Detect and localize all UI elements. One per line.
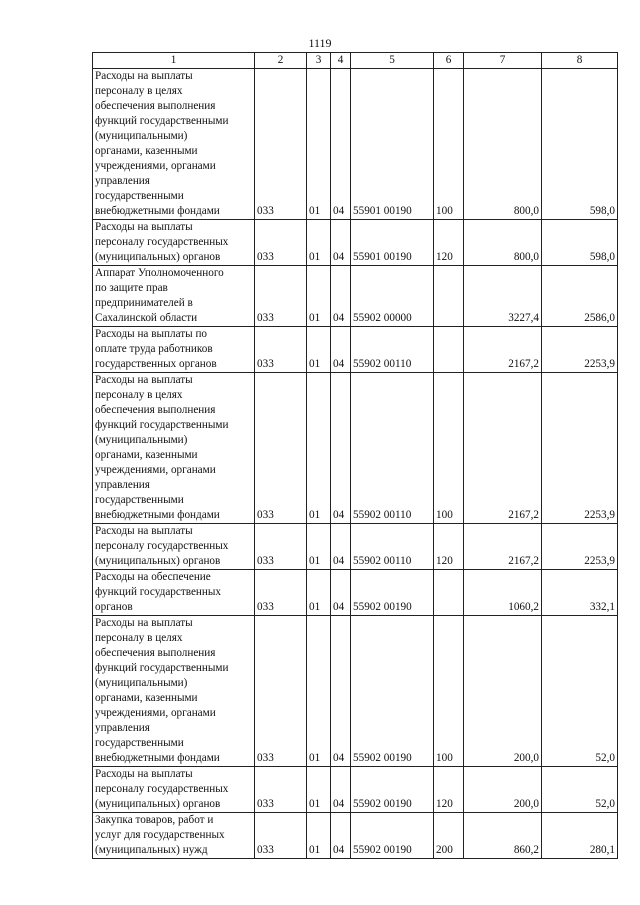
expense-name-line: персоналу государственных bbox=[95, 540, 229, 552]
target-article-code: 55901 00190 bbox=[351, 69, 434, 220]
table-row bbox=[93, 767, 618, 813]
amount-year-2: 2253,9 bbox=[542, 373, 618, 524]
expense-name-line: функций государственных bbox=[95, 586, 222, 598]
subsection-code: 04 bbox=[331, 767, 351, 813]
expense-name-line: персоналу в целях bbox=[95, 85, 183, 97]
expense-name-line: органами, казенными bbox=[95, 145, 198, 157]
expense-name-line: (муниципальных) органов bbox=[95, 251, 221, 263]
expense-name-line: функций государственными bbox=[95, 662, 229, 674]
expense-name-line: по защите прав bbox=[95, 282, 168, 294]
amount-year-2: 598,0 bbox=[542, 69, 618, 220]
expense-name-line: (муниципальных) органов bbox=[95, 555, 221, 567]
expense-name-line: персоналу в целях bbox=[95, 632, 183, 644]
header-cell: 4 bbox=[331, 53, 351, 69]
expense-name-line: внебюджетными фондами bbox=[95, 752, 220, 764]
expense-name-line: Расходы на выплаты bbox=[95, 70, 193, 82]
ministry-code: 033 bbox=[255, 373, 307, 524]
expense-name-line: государственными bbox=[95, 737, 184, 749]
expense-name-cell bbox=[93, 327, 255, 373]
amount-year-2: 332,1 bbox=[542, 570, 618, 616]
ministry-code: 033 bbox=[255, 327, 307, 373]
target-article-code: 55902 00190 bbox=[351, 813, 434, 859]
amount-year-1: 2167,2 bbox=[464, 327, 542, 373]
amount-year-2: 52,0 bbox=[542, 767, 618, 813]
expense-name-cell bbox=[93, 220, 255, 266]
ministry-code: 033 bbox=[255, 570, 307, 616]
section-code: 01 bbox=[307, 767, 331, 813]
section-code: 01 bbox=[307, 524, 331, 570]
expense-name-line: обеспечения выполнения bbox=[95, 404, 216, 416]
header-cell: 8 bbox=[542, 53, 618, 69]
ministry-code: 033 bbox=[255, 767, 307, 813]
expense-type-code bbox=[434, 327, 464, 373]
subsection-code: 04 bbox=[331, 69, 351, 220]
expense-name-line: учреждениями, органами bbox=[95, 707, 216, 719]
subsection-code: 04 bbox=[331, 570, 351, 616]
expense-name-line: органами, казенными bbox=[95, 449, 198, 461]
expense-name-line: Аппарат Уполномоченного bbox=[95, 267, 224, 279]
expense-name-line: органов bbox=[95, 601, 133, 613]
target-article-code: 55902 00190 bbox=[351, 767, 434, 813]
section-code: 01 bbox=[307, 813, 331, 859]
subsection-code: 04 bbox=[331, 373, 351, 524]
subsection-code: 04 bbox=[331, 616, 351, 767]
expense-name-line: (муниципальными) bbox=[95, 130, 188, 142]
amount-year-2: 2586,0 bbox=[542, 266, 618, 327]
section-code: 01 bbox=[307, 570, 331, 616]
expense-name-line: предпринимателей в bbox=[95, 297, 193, 309]
expense-name-line: Расходы на выплаты по bbox=[95, 328, 208, 340]
expense-type-code: 100 bbox=[434, 373, 464, 524]
target-article-code: 55902 00000 bbox=[351, 266, 434, 327]
table-row bbox=[93, 524, 618, 570]
target-article-code: 55901 00190 bbox=[351, 220, 434, 266]
page-number: 1119 bbox=[308, 36, 332, 50]
header-cell: 7 bbox=[464, 53, 542, 69]
section-code: 01 bbox=[307, 220, 331, 266]
amount-year-1: 3227,4 bbox=[464, 266, 542, 327]
amount-year-2: 2253,9 bbox=[542, 524, 618, 570]
section-code: 01 bbox=[307, 69, 331, 220]
subsection-code: 04 bbox=[331, 813, 351, 859]
expense-name-line: Закупка товаров, работ и bbox=[95, 814, 214, 826]
amount-year-2: 598,0 bbox=[542, 220, 618, 266]
expense-name-line: услуг для государственных bbox=[95, 829, 225, 841]
section-code: 01 bbox=[307, 327, 331, 373]
header-cell: 3 bbox=[307, 53, 331, 69]
table-row bbox=[93, 220, 618, 266]
header-cell: 2 bbox=[255, 53, 307, 69]
expense-name-line: внебюджетными фондами bbox=[95, 205, 220, 217]
expense-name-cell bbox=[93, 524, 255, 570]
expense-name-cell bbox=[93, 373, 255, 524]
expense-name-line: обеспечения выполнения bbox=[95, 100, 216, 112]
target-article-code: 55902 00190 bbox=[351, 616, 434, 767]
amount-year-1: 800,0 bbox=[464, 69, 542, 220]
header-cell: 5 bbox=[351, 53, 434, 69]
expense-type-code: 120 bbox=[434, 767, 464, 813]
expense-name-line: (муниципальных) органов bbox=[95, 798, 221, 810]
expense-type-code: 200 bbox=[434, 813, 464, 859]
amount-year-2: 52,0 bbox=[542, 616, 618, 767]
table-row bbox=[93, 69, 618, 220]
section-code: 01 bbox=[307, 616, 331, 767]
header-cell: 1 bbox=[93, 53, 255, 69]
expense-name-line: управления bbox=[95, 479, 150, 491]
expense-name-line: учреждениями, органами bbox=[95, 464, 216, 476]
table-row bbox=[93, 327, 618, 373]
expense-name-cell bbox=[93, 813, 255, 859]
section-code: 01 bbox=[307, 373, 331, 524]
expense-name-line: государственными bbox=[95, 494, 184, 506]
expense-name-line: Расходы на выплаты bbox=[95, 617, 193, 629]
amount-year-1: 1060,2 bbox=[464, 570, 542, 616]
expense-name-line: управления bbox=[95, 722, 150, 734]
expense-name-line: Расходы на выплаты bbox=[95, 525, 193, 537]
ministry-code: 033 bbox=[255, 69, 307, 220]
expense-name-line: персоналу государственных bbox=[95, 236, 229, 248]
expense-name-line: Расходы на выплаты bbox=[95, 768, 193, 780]
expense-name-line: (муниципальными) bbox=[95, 677, 188, 689]
budget-table bbox=[92, 52, 618, 859]
target-article-code: 55902 00190 bbox=[351, 570, 434, 616]
expense-type-code: 100 bbox=[434, 69, 464, 220]
expense-name-cell bbox=[93, 616, 255, 767]
expense-name-line: Расходы на выплаты bbox=[95, 374, 193, 386]
amount-year-1: 200,0 bbox=[464, 767, 542, 813]
table-row bbox=[93, 570, 618, 616]
expense-name-line: государственными bbox=[95, 190, 184, 202]
expense-name-line: внебюджетными фондами bbox=[95, 509, 220, 521]
expense-name-line: оплате труда работников bbox=[95, 343, 213, 355]
table-row bbox=[93, 813, 618, 859]
expense-name-line: персоналу в целях bbox=[95, 389, 183, 401]
expense-name-line: Сахалинской области bbox=[95, 312, 198, 324]
ministry-code: 033 bbox=[255, 813, 307, 859]
expense-type-code: 120 bbox=[434, 524, 464, 570]
amount-year-1: 800,0 bbox=[464, 220, 542, 266]
expense-name-cell bbox=[93, 69, 255, 220]
ministry-code: 033 bbox=[255, 266, 307, 327]
subsection-code: 04 bbox=[331, 266, 351, 327]
table-body bbox=[93, 69, 618, 859]
expense-name-line: Расходы на выплаты bbox=[95, 221, 193, 233]
expense-type-code bbox=[434, 266, 464, 327]
header-row bbox=[93, 53, 618, 69]
header-cell: 6 bbox=[434, 53, 464, 69]
expense-name-line: Расходы на обеспечение bbox=[95, 571, 211, 583]
expense-name-cell bbox=[93, 266, 255, 327]
amount-year-1: 860,2 bbox=[464, 813, 542, 859]
table-row bbox=[93, 266, 618, 327]
ministry-code: 033 bbox=[255, 220, 307, 266]
amount-year-1: 2167,2 bbox=[464, 373, 542, 524]
expense-name-line: функций государственными bbox=[95, 115, 229, 127]
ministry-code: 033 bbox=[255, 616, 307, 767]
expense-name-line: персоналу государственных bbox=[95, 783, 229, 795]
amount-year-1: 200,0 bbox=[464, 616, 542, 767]
amount-year-2: 2253,9 bbox=[542, 327, 618, 373]
expense-name-line: управления bbox=[95, 175, 150, 187]
table-row bbox=[93, 373, 618, 524]
subsection-code: 04 bbox=[331, 327, 351, 373]
expense-name-cell bbox=[93, 767, 255, 813]
expense-name-line: (муниципальных) нужд bbox=[95, 844, 208, 856]
expense-name-line: учреждениями, органами bbox=[95, 160, 216, 172]
subsection-code: 04 bbox=[331, 220, 351, 266]
subsection-code: 04 bbox=[331, 524, 351, 570]
ministry-code: 033 bbox=[255, 524, 307, 570]
target-article-code: 55902 00110 bbox=[351, 524, 434, 570]
expense-name-line: органами, казенными bbox=[95, 692, 198, 704]
expense-type-code: 100 bbox=[434, 616, 464, 767]
expense-name-line: государственных органов bbox=[95, 358, 217, 370]
expense-name-line: обеспечения выполнения bbox=[95, 647, 216, 659]
expense-name-line: (муниципальными) bbox=[95, 434, 188, 446]
expense-name-line: функций государственными bbox=[95, 419, 229, 431]
amount-year-1: 2167,2 bbox=[464, 524, 542, 570]
amount-year-2: 280,1 bbox=[542, 813, 618, 859]
expense-type-code bbox=[434, 570, 464, 616]
expense-type-code: 120 bbox=[434, 220, 464, 266]
table-row bbox=[93, 616, 618, 767]
target-article-code: 55902 00110 bbox=[351, 373, 434, 524]
target-article-code: 55902 00110 bbox=[351, 327, 434, 373]
section-code: 01 bbox=[307, 266, 331, 327]
expense-name-cell bbox=[93, 570, 255, 616]
